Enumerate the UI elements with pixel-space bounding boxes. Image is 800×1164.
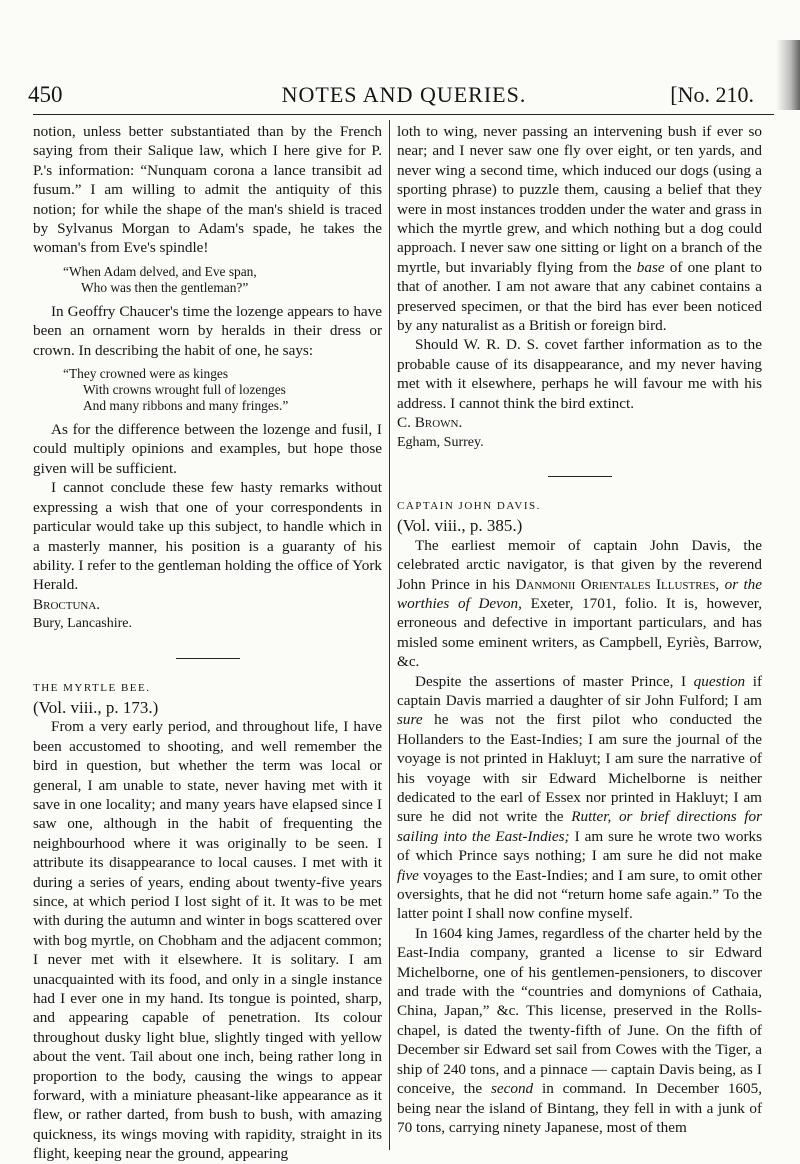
paragraph: Despite the assertions of master Prince, I question if captain Davis married a daughter of sir John Fulford; I am sure he was not the first pilot who conducted the Hollanders to the East-Indies; I am sure the journal of the voyage is not printed in Hakluyt; I am sure the narrative of his voyage with sir Edward Michelborne is neither dedicated to the earl of Essex nor printed in Hakluyt; I am sure he did not write the Rutter, or brief directions for sailing into the East-Indies; I am sure he wrote two works of which Prince says nothing; I am sure he did not make five voyages to the East-Indies; and I am sure, to omit other oversights, that he did not “return home safe again.” To the latter point I shall now confine myself. <box>397 672 763 923</box>
emphasis: five <box>397 866 419 884</box>
verse-line: “They crowned were as kinges <box>63 366 229 382</box>
page-number: 450 <box>28 82 63 107</box>
verse-line: And many ribbons and many fringes.” <box>83 398 289 414</box>
place-line: Bury, Lancashire. <box>33 616 132 632</box>
section-reference: (Vol. viii., p. 173.) <box>33 697 159 717</box>
right-column <box>397 122 762 1137</box>
emphasis: or the worthies of Devon, <box>397 575 763 612</box>
column-divider <box>389 120 390 1150</box>
running-header <box>28 82 780 110</box>
journal-title: NOTES AND QUERIES. <box>281 82 527 107</box>
paragraph: As for the difference between the lozenge and fusil, I could multiply opinions and examples, but hope those given will be sufficient. <box>33 421 382 477</box>
section-title: CAPTAIN JOHN DAVIS. <box>397 499 541 512</box>
emphasis: sure <box>397 711 423 729</box>
signature: C. Brown. <box>397 414 463 432</box>
paragraph: In 1604 king James, regardless of the charter held by the East-India company, granted a license to sir Edward Michelborne, one of his gentlemen-pensioners, to discover and trade with the “countries and domynions of Cathaia, China, Japan,” &c. This license, preserved in the Rolls-chapel, is dated the twenty-fifth of June. On the fifth of December sir Edward set sail from Cowes with the Tiger, a ship of 240 tons, and a pinnace — captain Davis being, as I conceive, the second in command. In December 1605, being near the island of Bintang, they fell in with a junk of 70 tons, carrying ninety Japanese, most of them <box>397 924 762 1136</box>
paragraph: notion, unless better substantiated than by the French saying from their Salique law, which I here give for P. P.'s information: “Nunquam corona a lance transibit ad fusum.” I am willing to admit the antiquity of this notion; for while the shape of the man's shield is traced by Sylvanus Morgan to Adam's spade, he takes the woman's from Eve's spindle! <box>33 123 382 257</box>
place-line: Egham, Surrey. <box>397 434 484 450</box>
verse-quote <box>33 366 382 414</box>
paragraph: I cannot conclude these few hasty remarks without expressing a wish that one of your correspondents in particular would take up this subject, to handle which in a masterly manner, his position is a guaranty of his ability. I refer to the gentleman holding the office of York Herald. <box>33 479 382 594</box>
header-rule <box>33 114 774 115</box>
emphasis: question <box>693 672 746 690</box>
work-title: Danmonii Orientales Illustres, <box>515 575 720 593</box>
paragraph: Should W. R. D. S. covet farther information as to the probable cause of its disappearance, and my never having met with it elsewhere, perhaps he will favour me with his address. I cannot think the bird extinct. <box>397 336 762 412</box>
paragraph: From a very early period, and throughout life, I have been accustomed to shooting, and well remember the bird in question, but whether the term was local or general, I am unable to state, never having met with it save in one locality; and many years have elapsed since I saw one, although in the habit of frequenting the neighbourhood where it was originally to be seen. I attribute its disappearance to local causes. I met with it during a series of years, ending about twenty-five years since, at which period I lost sight of it. It was to be met with during the autumn and winter in bogs scattered over with bog myrtle, on Chobham and the adjacent common; I never met with it elsewhere. It is solitary. I am unacquainted with its food, and only in a single instance had I ever one in my hand. Its tongue is pointed, sharp, and appearing capable of penetration. Its colour throughout dusky light blue, slightly tinged with yellow about the vent. Tail about one inch, being rather long in proportion to the body, causing the wings to appear forward, with a miniature pheasant-like appearance as it flew, or rather darted, from bush to bush, with amazing quickness, its wings moving with rapidity, straight in its flight, keeping near the ground, appearing <box>33 718 382 1163</box>
emphasis: second <box>490 1080 534 1098</box>
paragraph: In Geoffry Chaucer's time the lozenge appears to have been an ornament worn by heralds in their dress or crown. In describing the habit of one, he says: <box>33 302 382 359</box>
left-column <box>33 122 382 1164</box>
issue-number: [No. 210. <box>670 82 754 107</box>
emphasis: base <box>636 258 665 276</box>
signature: Broctuna. <box>33 595 101 613</box>
paragraph: loth to wing, never passing an intervening bush if ever so near; and I never saw one fly over eight, or ten yards, and never wing a second time, which induced our dogs (using a sporting phrase) to puzzle them, causing a belief that they were in most instances trodden under the water and grass in which the myrtle grew, and which nothing but a dog could approach. I never saw one sitting or light on a branch of the myrtle, but invariably flying from the base of one plant to that of another. I am not aware that any cabinet contains a preserved specimen, or that the bird has ever been noticed by any naturalist as a British or foreign bird. <box>397 123 763 335</box>
verse-line: With crowns wrought full of lozenges <box>83 382 286 398</box>
section-rule <box>548 476 612 477</box>
verse-quote <box>33 264 382 296</box>
verse-line: Who was then the gentleman?” <box>81 279 249 295</box>
emphasis: Rutter, or brief directions for sailing into the East-Indies; <box>397 808 763 845</box>
verse-line: “When Adam delved, and Eve span, <box>63 263 257 279</box>
section-title: THE MYRTLE BEE. <box>33 681 151 694</box>
section-rule <box>176 658 240 659</box>
paragraph: The earliest memoir of captain John Davis, the celebrated arctic navigator, is that given by the reverend John Prince in his Danmonii Orientales Illustres, or the worthies of Devon, Exeter, 1701, folio. It is, however, erroneous and defective in important particulars, and has misled some eminent writers, as Campbell, Eyriès, Barrow, &c. <box>397 536 763 671</box>
section-reference: (Vol. viii., p. 385.) <box>397 516 523 536</box>
